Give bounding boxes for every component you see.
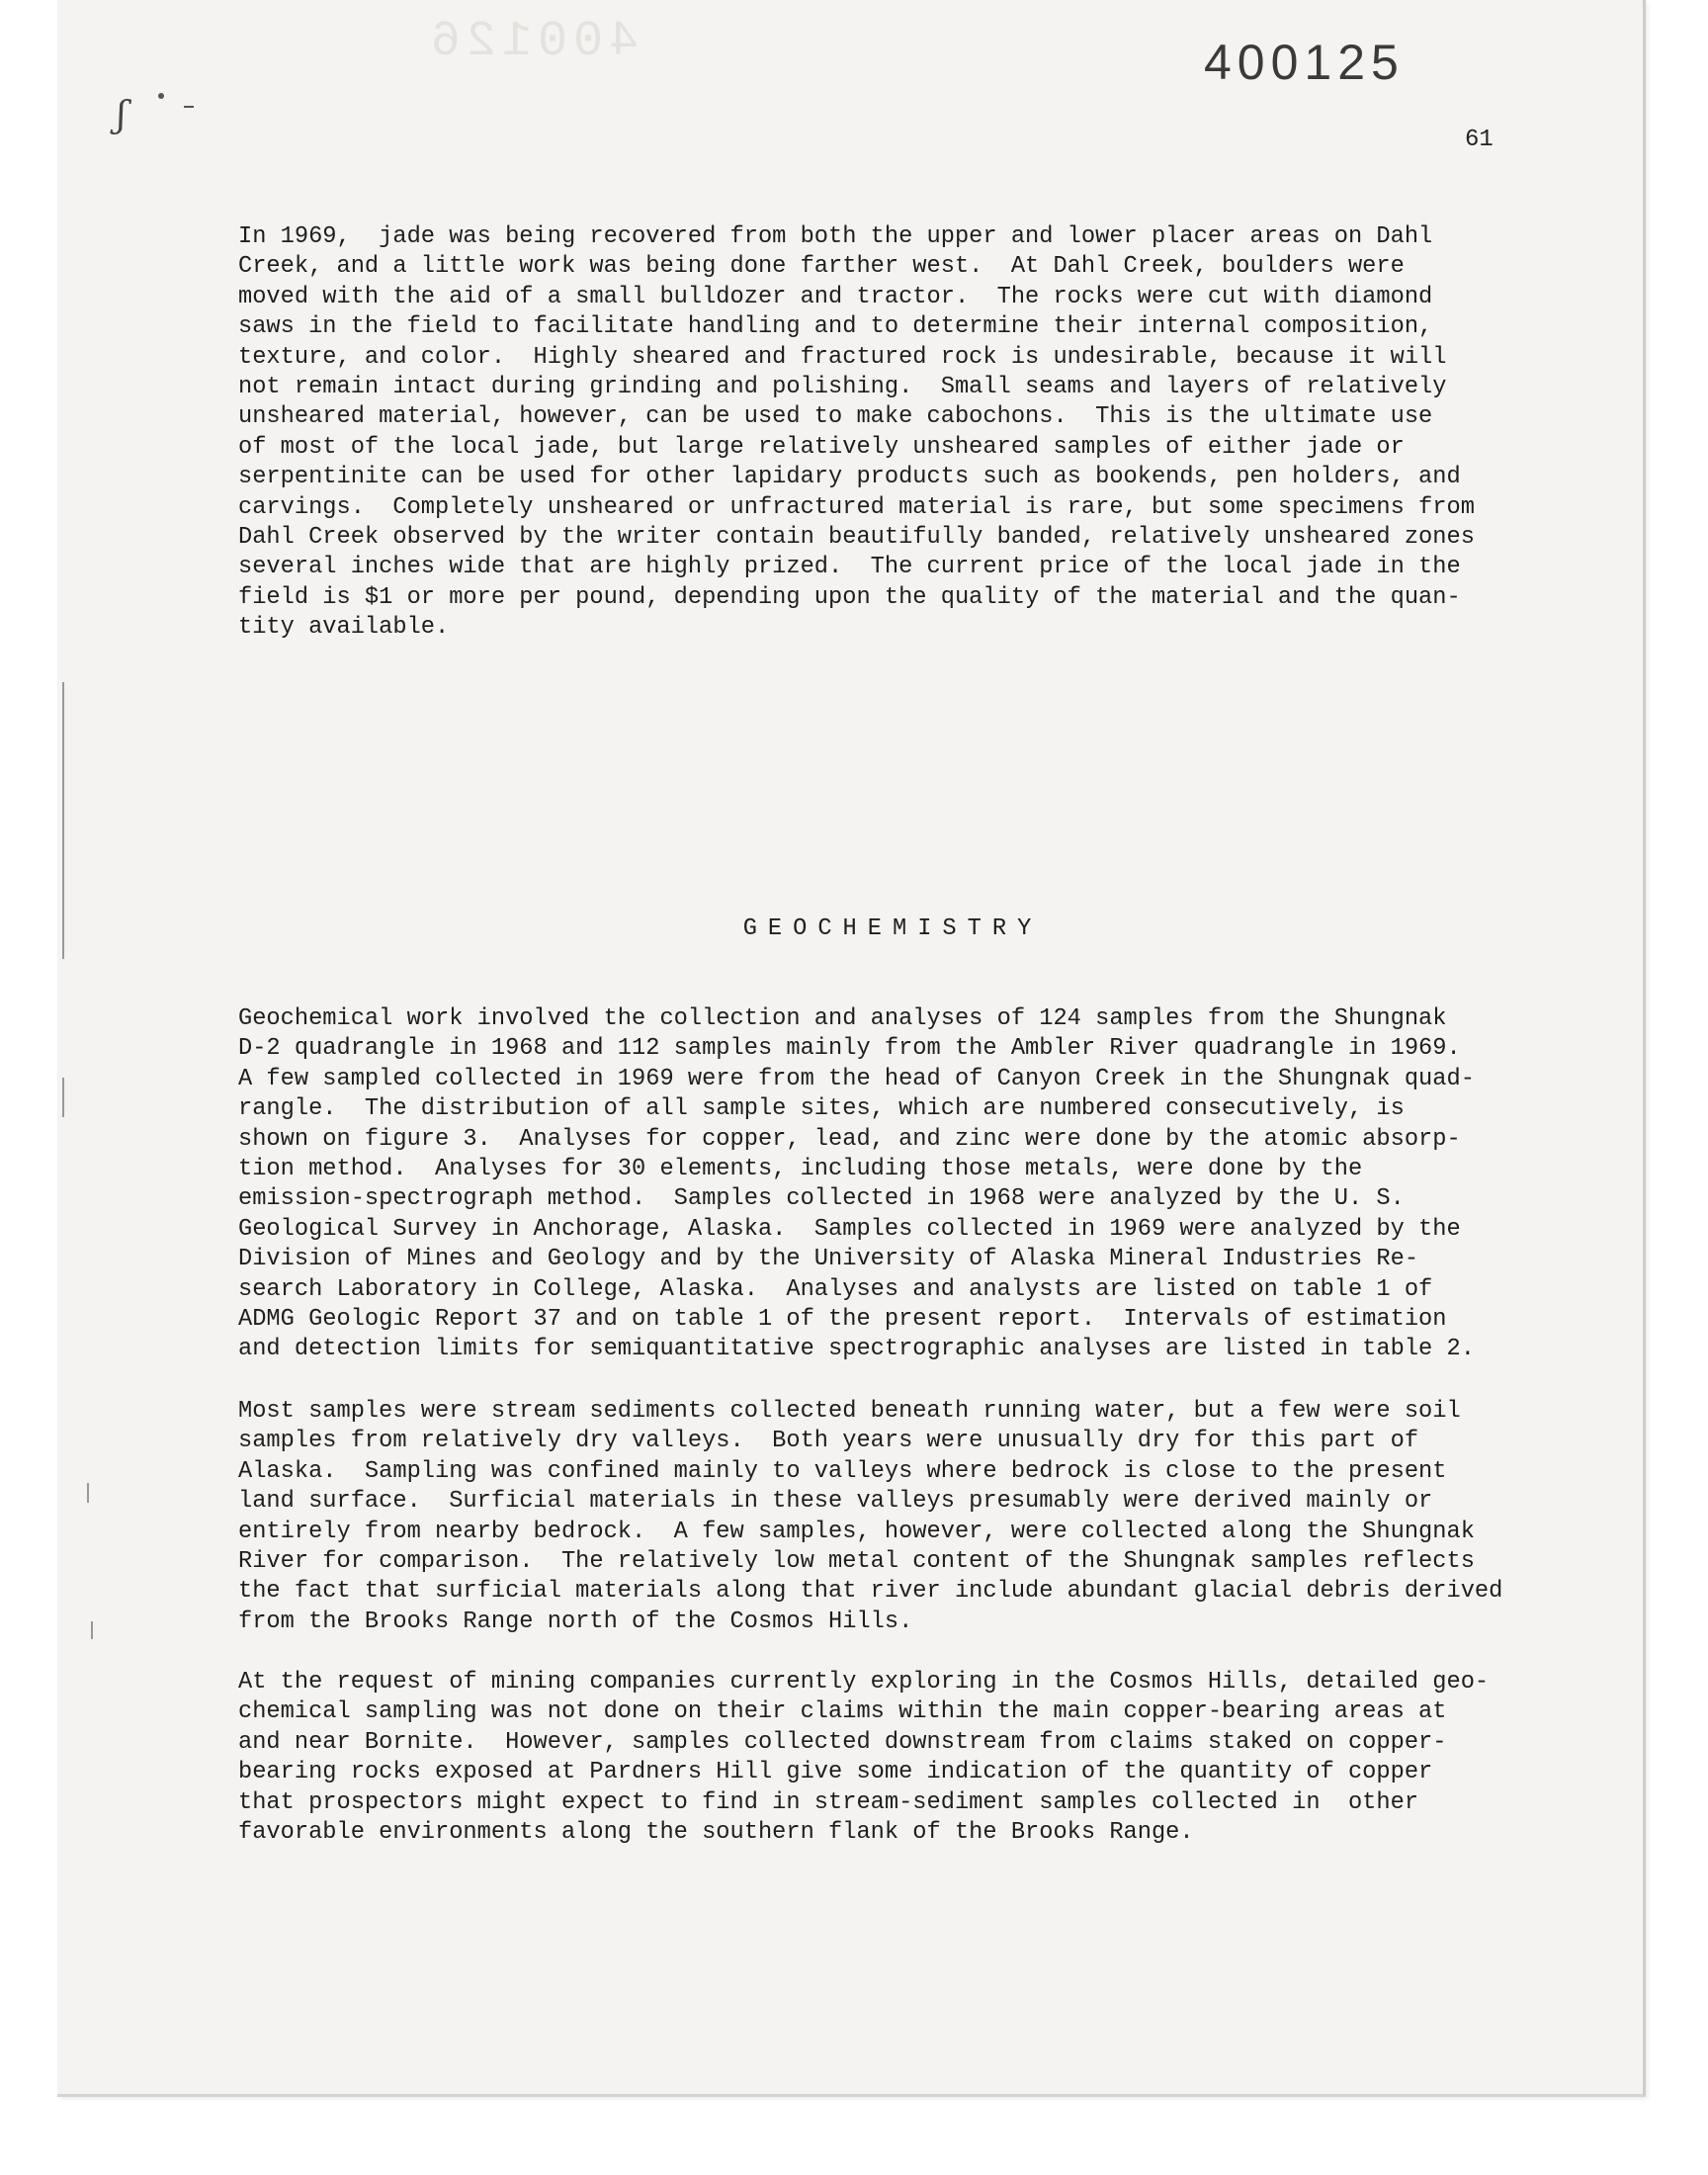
- jade-paragraph: In 1969, jade was being recovered from both the upper and lower placer areas on Dahl Creek, and a little work was being done farther west. At Dahl Creek, boulders were moved with the aid of a small bulldozer and tractor. The rocks were cut with diamond saws in the field to facilitate handling and to determine their internal composition, texture, and color. Highly sheared and fractured rock is undesirable, because it will not remain intact during grinding and polishing. Small seams and layers of relatively unsheared material, however, can be used to make cabochons. This is the ultimate use of most of the local jade, but large relatively unsheared samples of either jade or serpentinite can be used for other lapidary products such as bookends, pen holders, and carvings. Completely unsheared or unfractured material is rare, but some specimens from Dahl Creek observed by the writer contain beautifully banded, relatively unsheared zones several inches wide that are highly prized. The current price of the local jade in the field is $1 or more per pound, depending upon the quality of the material and the quan- tity available.: [238, 223, 1475, 642]
- bleed-through-mark: 400126: [425, 14, 640, 70]
- ink-dot: [158, 93, 164, 99]
- margin-ruling-tick: [87, 1483, 89, 1503]
- page-number: 61: [1465, 127, 1494, 153]
- margin-ruling-tick: [62, 1078, 64, 1117]
- geochemistry-paragraph-3: At the request of mining companies currently exploring in the Cosmos Hills, detailed geo- chemical sampling was not done on their claims within the main copper-bearing areas at and near Bornite. However, samples collected downstream from claims staked on copper- bearing rocks exposed at Pardners Hill give some indication of the quantity of copper that prospectors might expect to find in stream-sediment samples collected in other favorable environments along the southern flank of the Brooks Range.: [238, 1669, 1490, 1847]
- section-heading-geochemistry: GEOCHEMISTRY: [742, 915, 1043, 942]
- margin-ruling-tick: [91, 1621, 93, 1639]
- handwritten-mark: ʃ: [117, 95, 127, 135]
- geochemistry-paragraph-1: Geochemical work involved the collection and analyses of 124 samples from the Shungnak D-2 quadrangle in 1968 and 112 samples mainly from the Ambler River quadrangle in 1969. A few sampled collected in 1969 were from the head of Canyon Creek in the Shungnak quad- rangle. The distribution of all sample sites, which are numbered consecutively, is shown on figure 3. Analyses for copper, lead, and zinc were done by the atomic absorp- tion method. Analyses for 30 elements, including those metals, were done by the emission-spectrograph method. Samples collected in 1968 were analyzed by the U. S. Geological Survey in Anchorage, Alaska. Samples collected in 1969 were analyzed by the Division of Mines and Geology and by the University of Alaska Mineral Industries Re- search Laboratory in College, Alaska. Analyses and analysts are listed on table 1 of ADMG Geologic Report 37 and on table 1 of the present report. Intervals of estimation and detection limits for semiquantitative spectrographic analyses are listed in table 2.: [238, 1005, 1475, 1363]
- document-number: 400125: [1204, 35, 1405, 90]
- geochemistry-paragraph-2: Most samples were stream sediments collected beneath running water, but a few were soil samples from relatively dry valleys. Both years were unusually dry for this part of Alaska. Sampling was confined mainly to valleys where bedrock is close to the present land surface. Surficial materials in these valleys presumably were derived mainly or entirely from nearby bedrock. A few samples, however, were collected along the Shungnak River for comparison. The relatively low metal content of the Shungnak samples reflects the fact that surficial materials along that river include abundant glacial debris derived from the Brooks Range north of the Cosmos Hills.: [238, 1398, 1503, 1635]
- ink-dash: [184, 106, 194, 108]
